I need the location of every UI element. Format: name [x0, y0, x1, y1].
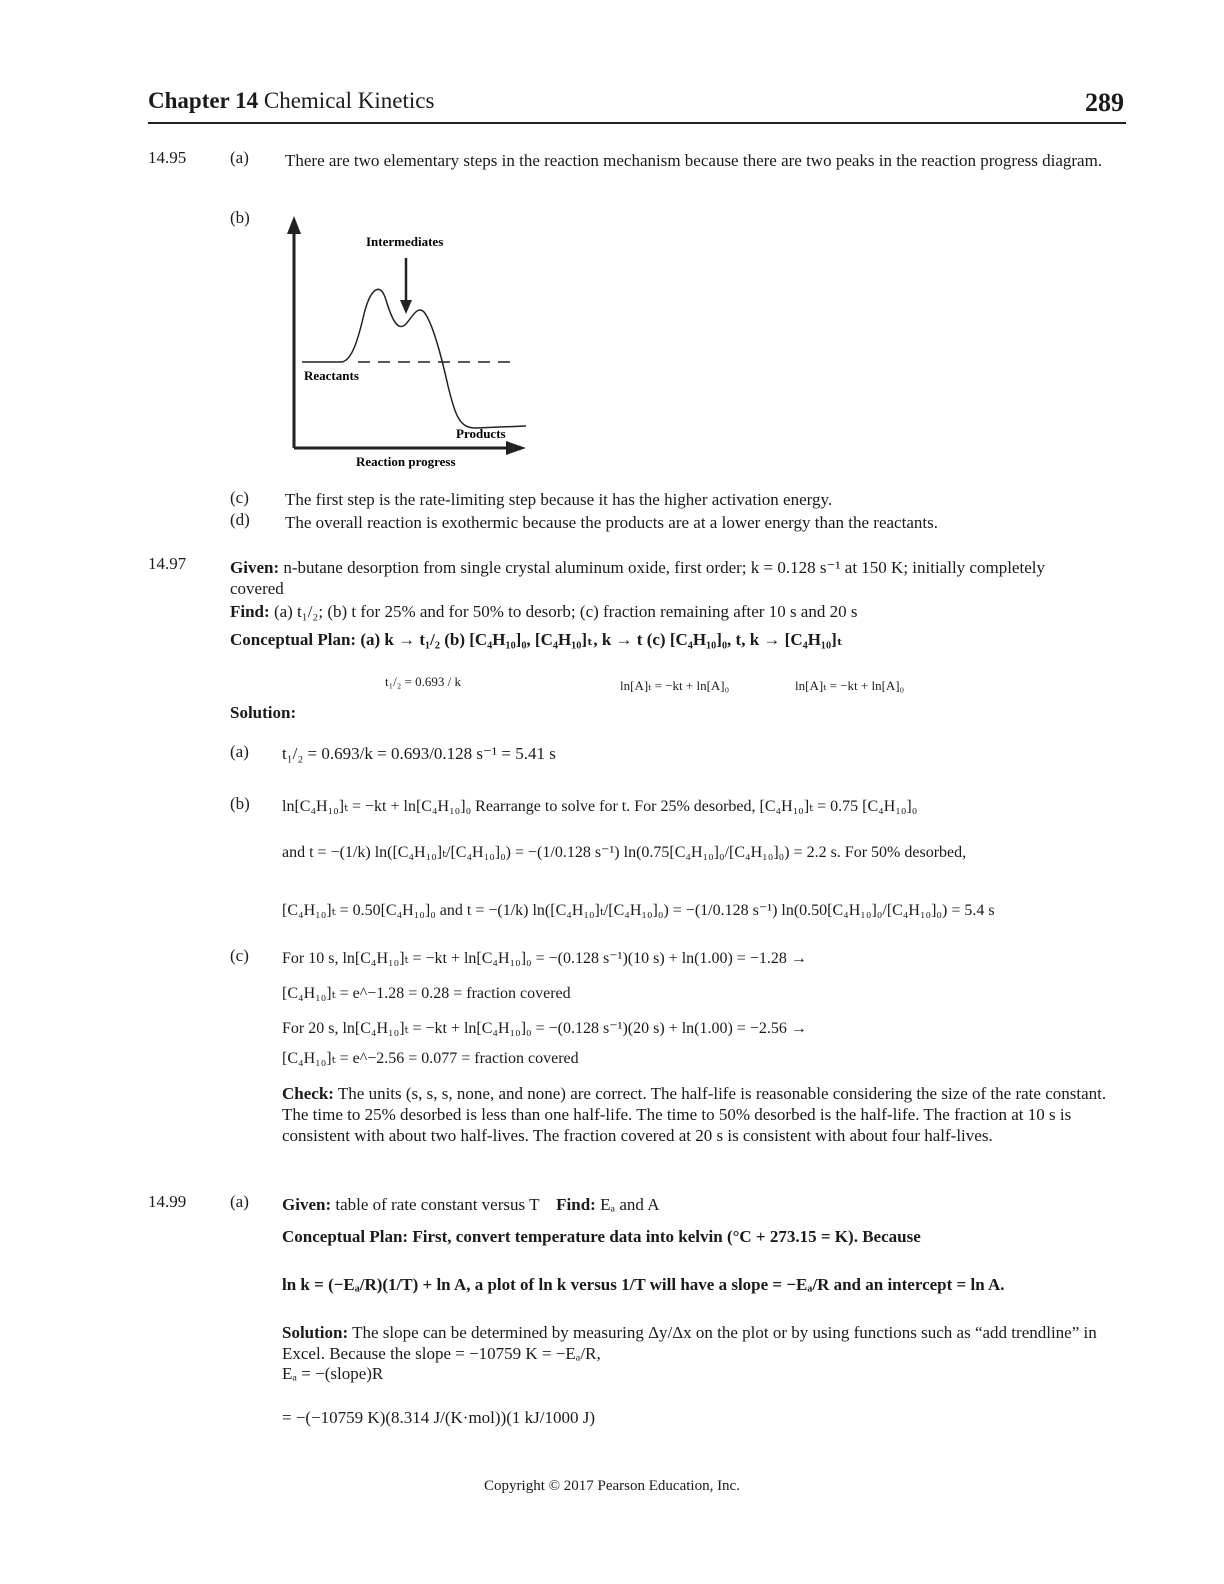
solution-label: Solution: [230, 703, 297, 722]
plan-equation: t₁/₂ = 0.693 / k [385, 674, 461, 689]
equation-line: [C₄H₁₀]ₜ = e^−1.28 = 0.28 = fraction covered [282, 985, 571, 1002]
plan-line [282, 1226, 1122, 1247]
energy-curve [342, 289, 526, 428]
find-text: Eₐ and A [600, 1195, 660, 1214]
calculation-line: = −(−10759 K)(8.314 J/(K·mol))(1 kJ/1000 J) [282, 1408, 596, 1427]
check-text: The units (s, s, s, none, and none) are correct. The half-life is reasonable considering the size of the rate constant. The time to 25% desorbed is less than one half-life. The time to 50% desorbed is the half-life. The fraction at 10 s is consistent with about two half-lives. The fraction covered at 20 s is consistent with about four half-lives. [282, 1084, 1107, 1145]
equation-line: For 10 s, ln[C₄H₁₀]ₜ = −kt + ln[C₄H₁₀]₀ = −(0.128 s⁻¹)(10 s) + ln(1.00) = −1.28 → [282, 950, 807, 967]
chapter-title: Chemical Kinetics [263, 88, 435, 113]
part-label: (a) [230, 742, 249, 761]
check-label: Check: [282, 1084, 334, 1103]
chapter-number: Chapter 14 [148, 88, 259, 113]
check-paragraph [282, 1083, 1122, 1146]
label-reactants: Reactants [304, 368, 359, 383]
solution-label: Solution: [282, 1323, 349, 1342]
part-label: (c) [230, 946, 249, 965]
plan-text: (a) k → t₁/₂ (b) [C₄H₁₀]₀, [C₄H₁₀]ₜ, k → t (c) [C₄H₁₀]₀, t, k → [C₄H₁₀]ₜ [360, 630, 844, 649]
problem-number-1499: 14.99 [148, 1192, 187, 1211]
find-label: Find: [556, 1195, 596, 1214]
y-axis-arrow [287, 216, 301, 234]
label-reaction-progress: Reaction progress [356, 454, 456, 469]
equation-line: [C₄H₁₀]ₜ = 0.50[C₄H₁₀]₀ and t = −(1/k) ln([C₄H₁₀]ₜ/[C₄H₁₀]₀) = −(1/0.128 s⁻¹) ln(0.50[C₄H₁₀]₀/[C₄H₁₀]₀) = 5.4 s [282, 902, 995, 919]
given-line [282, 1194, 1122, 1215]
copyright-footer: Copyright © 2017 Pearson Education, Inc. [484, 1478, 740, 1494]
chapter-header [148, 88, 434, 114]
intermediate-arrow-head [400, 300, 412, 314]
half-life-equation: t₁/₂ = 0.693/k = 0.693/0.128 s⁻¹ = 5.41 s [282, 744, 556, 763]
find-label: Find: [230, 602, 270, 621]
given-line [230, 557, 1060, 599]
answer-text: There are two elementary steps in the reaction mechanism because there are two peaks in the reaction progress diagram. [285, 151, 1103, 170]
reaction-energy-diagram [280, 210, 540, 470]
activation-energy-equation: Eₐ = −(slope)R [282, 1364, 384, 1383]
part-label: (d) [230, 510, 250, 529]
plan-equation: ln[A]ₜ = −kt + ln[A]₀ [620, 678, 730, 693]
plan-text: First, convert temperature data into kelvin (°C + 273.15 = K). Because [412, 1227, 921, 1246]
label-intermediates: Intermediates [366, 234, 444, 249]
part-label: (b) [230, 208, 250, 227]
given-label: Given: [230, 558, 280, 577]
problem-number-1497: 14.97 [148, 554, 187, 573]
answer-text: The first step is the rate-limiting step because it has the higher activation energy. [285, 490, 833, 509]
answer-text: The overall reaction is exothermic because the products are at a lower energy than the reactants. [285, 513, 938, 532]
equation-line: ln[C₄H₁₀]ₜ = −kt + ln[C₄H₁₀]₀ Rearrange to solve for t. For 25% desorbed, [C₄H₁₀]ₜ = 0.75 [C₄H₁₀]₀ [282, 798, 918, 815]
given-label: Given: [282, 1195, 332, 1214]
equation-line: and t = −(1/k) ln([C₄H₁₀]ₜ/[C₄H₁₀]₀) = −(1/0.128 s⁻¹) ln(0.75[C₄H₁₀]₀/[C₄H₁₀]₀) = 2.2 s. For 50% desorbed, [282, 844, 967, 861]
solution-text: The slope can be determined by measuring Δy/Δx on the plot or by using functions such as “add trendline” in Excel. Because the slope = −10759 K = −Eₐ/R, [282, 1323, 1097, 1363]
part-label: (a) [230, 1192, 249, 1211]
find-text: (a) t₁/₂; (b) t for 25% and for 50% to desorb; (c) fraction remaining after 10 s and 20 s [273, 602, 858, 621]
plan-line [230, 629, 1110, 650]
header-rule [148, 122, 1126, 124]
given-text: n-butane desorption from single crystal aluminum oxide, first order; k = 0.128 s⁻¹ at 150 K; initially completely covered [230, 558, 1045, 598]
plan-equation: ln[A]ₜ = −kt + ln[A]₀ [795, 678, 905, 693]
part-label: (b) [230, 794, 250, 813]
solution-paragraph [282, 1322, 1122, 1364]
part-label: (c) [230, 488, 249, 507]
x-axis-arrow [506, 441, 526, 455]
label-products: Products [456, 426, 506, 441]
equation-line: [C₄H₁₀]ₜ = e^−2.56 = 0.077 = fraction covered [282, 1050, 579, 1067]
page-number: 289 [1085, 88, 1124, 117]
plan-label: Conceptual Plan: [282, 1227, 409, 1246]
given-text: table of rate constant versus T [335, 1195, 540, 1214]
equation-line: For 20 s, ln[C₄H₁₀]ₜ = −kt + ln[C₄H₁₀]₀ = −(0.128 s⁻¹)(20 s) + ln(1.00) = −2.56 → [282, 1020, 807, 1037]
plan-label: Conceptual Plan: [230, 630, 357, 649]
find-line [230, 601, 1110, 622]
problem-number-1495: 14.95 [148, 148, 187, 167]
arrhenius-plan-equation: ln k = (−Eₐ/R)(1/T) + ln A, a plot of ln k versus 1/T will have a slope = −Eₐ/R and an intercept = ln A. [282, 1275, 1005, 1294]
part-label: (a) [230, 148, 249, 167]
